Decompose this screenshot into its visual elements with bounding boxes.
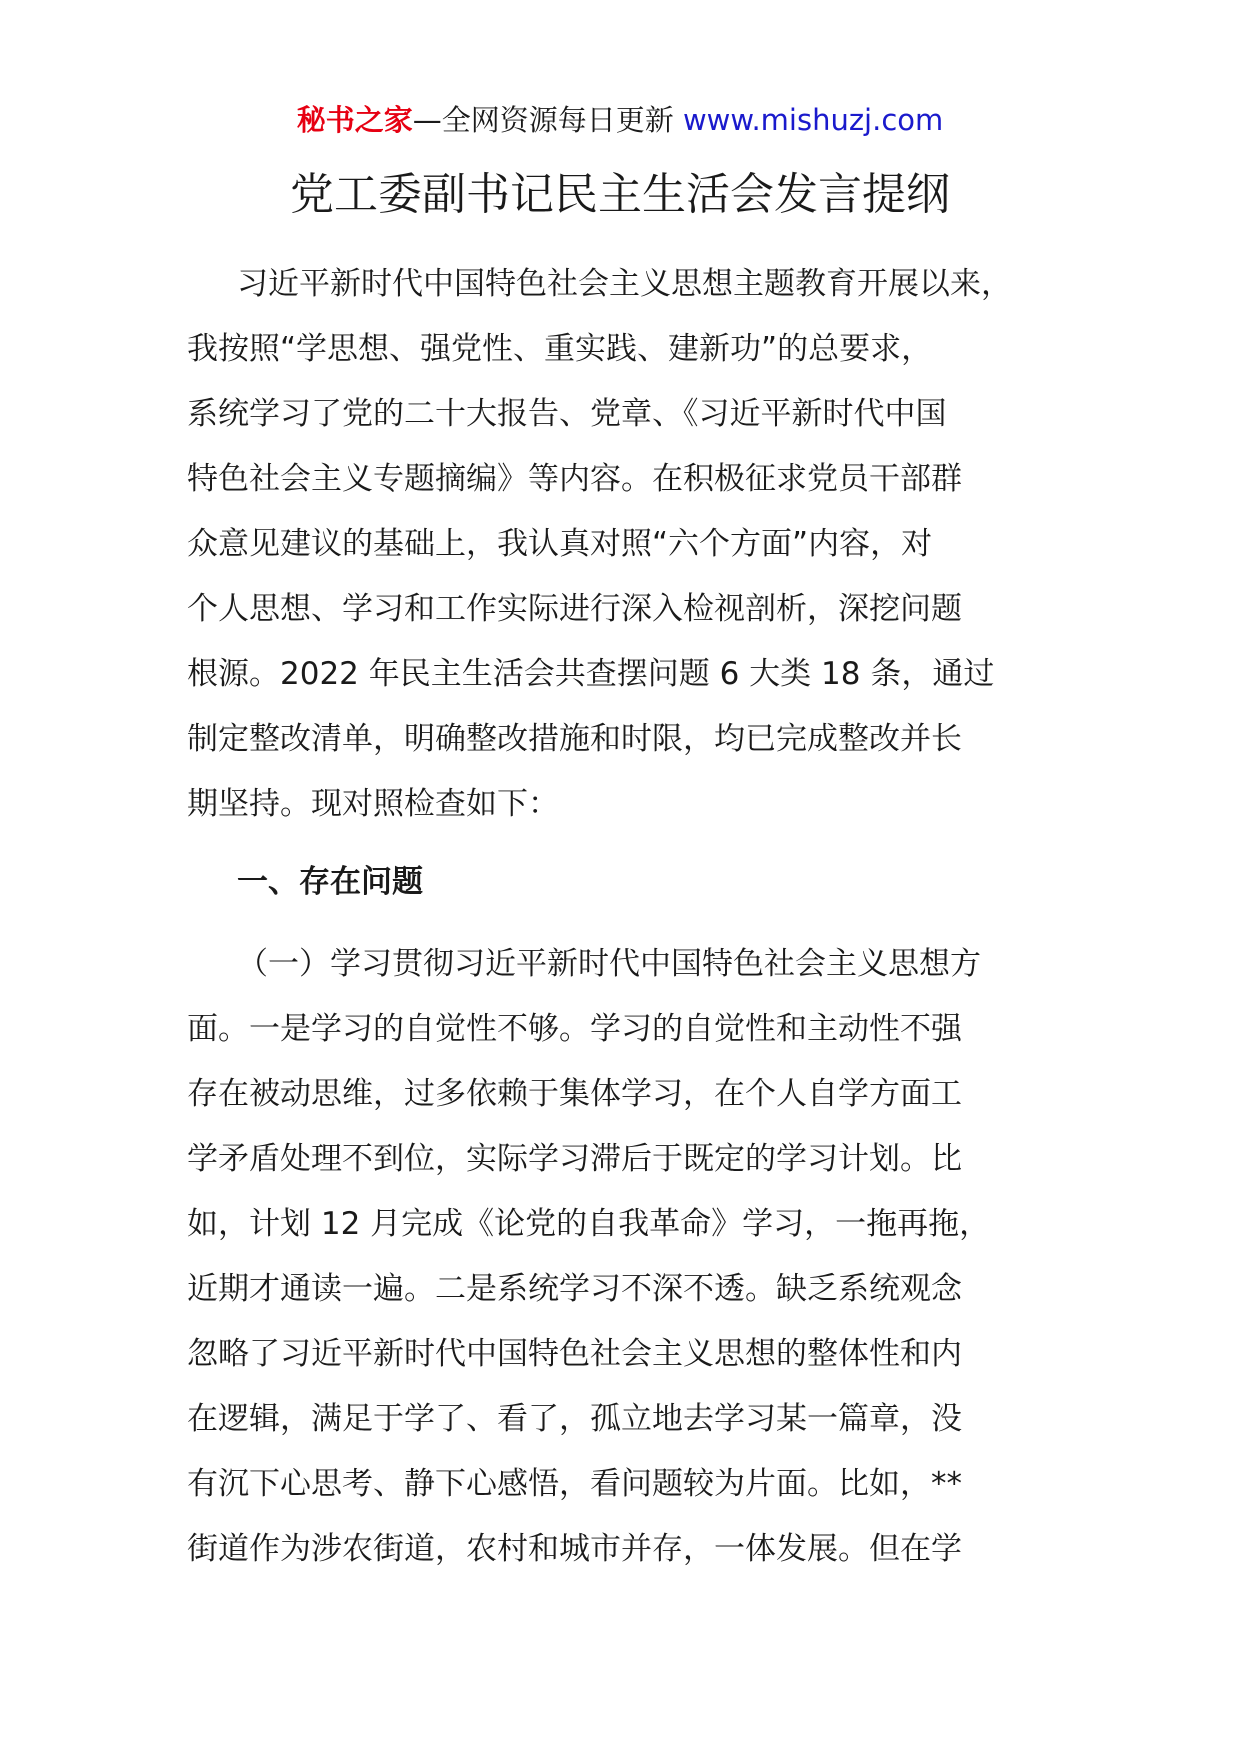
- paragraph-line: 近期才通读一遍。二是系统学习不深不透。缺乏系统观念: [187, 1271, 962, 1307]
- header-tagline: —全网资源每日更新: [412, 103, 683, 137]
- paragraph-line: 习近平新时代中国特色社会主义思想主题教育开展以来，: [237, 266, 1012, 302]
- paragraph-line: 如，计划 12 月完成《论党的自我革命》学习，一拖再拖，: [187, 1206, 991, 1242]
- site-url-link[interactable]: www.mishuzj.com: [682, 103, 944, 137]
- paragraph-line: 有沉下心思考、静下心感悟，看问题较为片面。比如，**: [187, 1466, 962, 1502]
- paragraph-line: 特色社会主义专题摘编》等内容。在积极征求党员干部群: [187, 461, 962, 497]
- issues-paragraph: [187, 932, 1057, 1582]
- paragraph-line: 存在被动思维，过多依赖于集体学习，在个人自学方面工: [187, 1076, 962, 1112]
- paragraph-line: 众意见建议的基础上，我认真对照“六个方面”内容，对: [187, 526, 933, 562]
- paragraph-line: 根源。2022 年民主生活会共查摆问题 6 大类 18 条，通过: [187, 656, 995, 692]
- paragraph-line: 个人思想、学习和工作实际进行深入检视剖析，深挖问题: [187, 591, 962, 627]
- paragraph-line: 学矛盾处理不到位，实际学习滞后于既定的学习计划。比: [187, 1141, 962, 1177]
- paragraph-line: 街道作为涉农街道，农村和城市并存，一体发展。但在学: [187, 1531, 962, 1567]
- section-heading-issues: 一、存在问题: [237, 864, 423, 900]
- brand-name: 秘书之家: [296, 103, 413, 137]
- paragraph-line: 期坚持。现对照检查如下：: [187, 786, 559, 822]
- paragraph-line: 在逻辑，满足于学了、看了，孤立地去学习某一篇章，没: [187, 1401, 962, 1437]
- paragraph-line: 忽略了习近平新时代中国特色社会主义思想的整体性和内: [187, 1336, 962, 1372]
- document-title: 党工委副书记民主生活会发言提纲: [290, 169, 950, 220]
- paragraph-line: 我按照“学思想、强党性、重实践、建新功”的总要求，: [187, 331, 933, 367]
- site-header: [0, 100, 1240, 140]
- paragraph-line: （一）学习贯彻习近平新时代中国特色社会主义思想方: [237, 946, 981, 982]
- intro-paragraph: [187, 252, 1057, 837]
- paragraph-line: 制定整改清单，明确整改措施和时限，均已完成整改并长: [187, 721, 962, 757]
- paragraph-line: 面。一是学习的自觉性不够。学习的自觉性和主动性不强: [187, 1011, 962, 1047]
- paragraph-line: 系统学习了党的二十大报告、党章、《习近平新时代中国: [187, 396, 947, 432]
